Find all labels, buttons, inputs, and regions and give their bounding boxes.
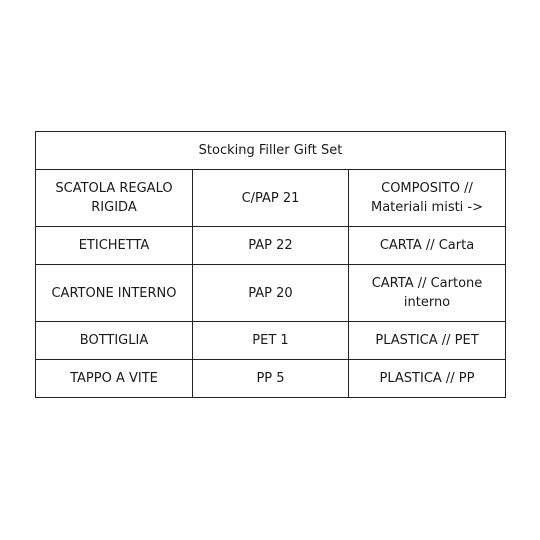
code-cell: C/PAP 21 (193, 170, 349, 227)
material-cell: PLASTICA // PP (349, 360, 506, 398)
material-cell: COMPOSITO // Materiali misti -> (349, 170, 506, 227)
component-cell: BOTTIGLIA (36, 322, 193, 360)
table-row (36, 227, 506, 265)
table-title: Stocking Filler Gift Set (36, 132, 506, 170)
table-row (36, 322, 506, 360)
table-row (36, 265, 506, 322)
table-row (36, 360, 506, 398)
code-cell: PET 1 (193, 322, 349, 360)
table-row (36, 170, 506, 227)
code-cell: PAP 20 (193, 265, 349, 322)
recycling-label-table (35, 131, 506, 398)
code-cell: PP 5 (193, 360, 349, 398)
component-cell: SCATOLA REGALO RIGIDA (36, 170, 193, 227)
material-cell: PLASTICA // PET (349, 322, 506, 360)
component-cell: CARTONE INTERNO (36, 265, 193, 322)
code-cell: PAP 22 (193, 227, 349, 265)
material-cell: CARTA // Cartone interno (349, 265, 506, 322)
component-cell: TAPPO A VITE (36, 360, 193, 398)
component-cell: ETICHETTA (36, 227, 193, 265)
material-cell: CARTA // Carta (349, 227, 506, 265)
table-title-row (36, 132, 506, 170)
